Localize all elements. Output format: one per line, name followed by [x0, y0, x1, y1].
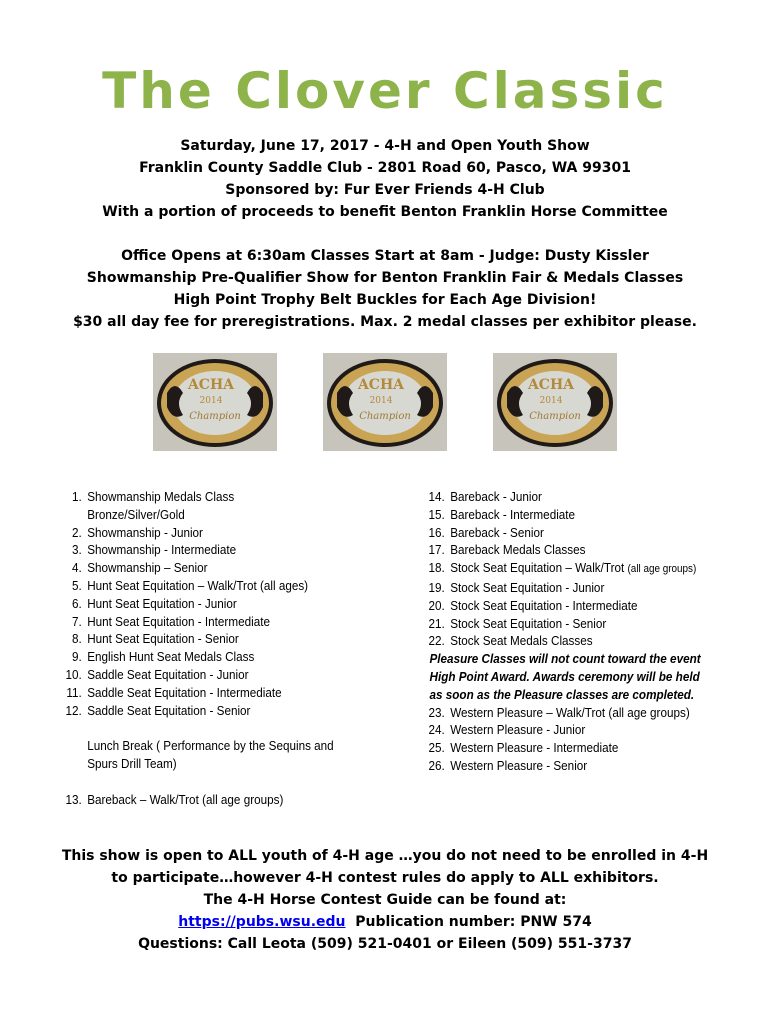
list-item: 21. Stock Seat Equitation - Senior: [428, 615, 607, 631]
eligibility-line: This show is open to ALL youth of 4-H age …you do not need to be enrolled in 4-H: [61, 848, 709, 864]
list-item: 25. Western Pleasure - Intermediate: [428, 740, 619, 756]
sponsor-line: Sponsored by: Fur Ever Friends 4-H Club: [225, 182, 545, 198]
list-item: 15. Bareback - Intermediate: [428, 506, 576, 522]
svg-text:2014: 2014: [369, 396, 393, 406]
svg-text:2014: 2014: [199, 396, 223, 406]
pleasure-note: Pleasure Classes will not count toward the event High Point Award. Awards ceremony will be held as soon as the Pleasure classes are completed.: [429, 651, 701, 702]
list-item: 2. Showmanship - Junior: [72, 524, 203, 540]
list-item: 14. Bareback - Junior: [428, 489, 542, 504]
buckle-images: [0, 353, 770, 451]
list-item: 18. Stock Seat Equitation – Walk/Trot (all age groups): [428, 560, 697, 576]
list-item: 10. Saddle Seat Equitation - Junior: [65, 666, 249, 682]
svg-text:Champion: Champion: [359, 411, 411, 422]
qualifier-line: Showmanship Pre-Qualifier Show for Benton Franklin Fair & Medals Classes: [86, 270, 684, 286]
list-item: 22. Stock Seat Medals Classes: [428, 633, 593, 649]
svg-text:ACHA: ACHA: [187, 377, 235, 393]
trophy-line: High Point Trophy Belt Buckles for Each Age Division!: [173, 292, 597, 308]
event-details: [0, 135, 770, 223]
trophy-buckle-image: [493, 353, 617, 451]
publication-line: [0, 911, 770, 933]
list-item: 3. Showmanship - Intermediate: [72, 542, 237, 558]
list-item: 19. Stock Seat Equitation - Junior: [428, 579, 605, 595]
event-location-line: Franklin County Saddle Club - 2801 Road 60, Pasco, WA 99301: [139, 160, 631, 176]
publication-number: Publication number: PNW 574: [345, 914, 592, 930]
class-list-right: [425, 488, 701, 775]
list-item: 24. Western Pleasure - Junior: [428, 722, 586, 738]
list-item: 4. Showmanship – Senior: [72, 560, 208, 576]
guide-line: The 4-H Horse Contest Guide can be found at:: [203, 892, 567, 908]
list-item: 17. Bareback Medals Classes: [428, 542, 586, 558]
svg-text:2014: 2014: [539, 396, 563, 406]
list-item: 9. English Hunt Seat Medals Class: [72, 649, 255, 665]
list-item: 6. Hunt Seat Equitation - Junior: [72, 595, 237, 611]
list-item: 23. Western Pleasure – Walk/Trot (all age groups): [428, 704, 690, 720]
list-item: 1. Showmanship Medals Class Bronze/Silver/Gold: [72, 489, 235, 522]
footer-info: [0, 845, 770, 955]
rules-line: to participate…however 4-H contest rules do apply to ALL exhibitors.: [111, 870, 659, 886]
fee-line: $30 all day fee for preregistrations. Max. 2 medal classes per exhibitor please.: [73, 314, 697, 330]
list-item: 8. Hunt Seat Equitation - Senior: [72, 631, 239, 647]
list-item: 13. Bareback – Walk/Trot (all age groups): [65, 791, 284, 807]
svg-text:ACHA: ACHA: [527, 377, 575, 393]
lunch-break: Lunch Break ( Performance by the Sequins and Spurs Drill Team): [87, 738, 334, 771]
list-item: 12. Saddle Seat Equitation - Senior: [65, 702, 251, 718]
trophy-buckle-image: [323, 353, 447, 451]
list-item: 20. Stock Seat Equitation - Intermediate: [428, 597, 638, 613]
show-info: [0, 245, 770, 333]
list-item: 16. Bareback - Senior: [428, 524, 544, 540]
page-title: The Clover Classic: [102, 62, 668, 120]
svg-text:Champion: Champion: [189, 411, 241, 422]
list-item: 26. Western Pleasure - Senior: [428, 757, 588, 773]
trophy-buckle-image: [153, 353, 277, 451]
list-item: 7. Hunt Seat Equitation - Intermediate: [72, 613, 270, 629]
svg-text:ACHA: ACHA: [357, 377, 405, 393]
event-date-line: Saturday, June 17, 2017 - 4-H and Open Youth Show: [180, 138, 590, 154]
list-item: 11. Saddle Seat Equitation - Intermediate: [66, 684, 282, 700]
svg-text:Champion: Champion: [529, 411, 581, 422]
benefit-line: With a portion of proceeds to benefit Benton Franklin Horse Committee: [102, 204, 668, 220]
office-hours-line: Office Opens at 6:30am Classes Start at 8am - Judge: Dusty Kissler: [121, 248, 649, 264]
list-item: 5. Hunt Seat Equitation – Walk/Trot (all ages): [72, 577, 309, 593]
class-list-left: [62, 488, 334, 808]
questions-line: Questions: Call Leota (509) 521-0401 or Eileen (509) 551-3737: [138, 936, 632, 952]
guide-link[interactable]: https://pubs.wsu.edu: [178, 914, 346, 930]
